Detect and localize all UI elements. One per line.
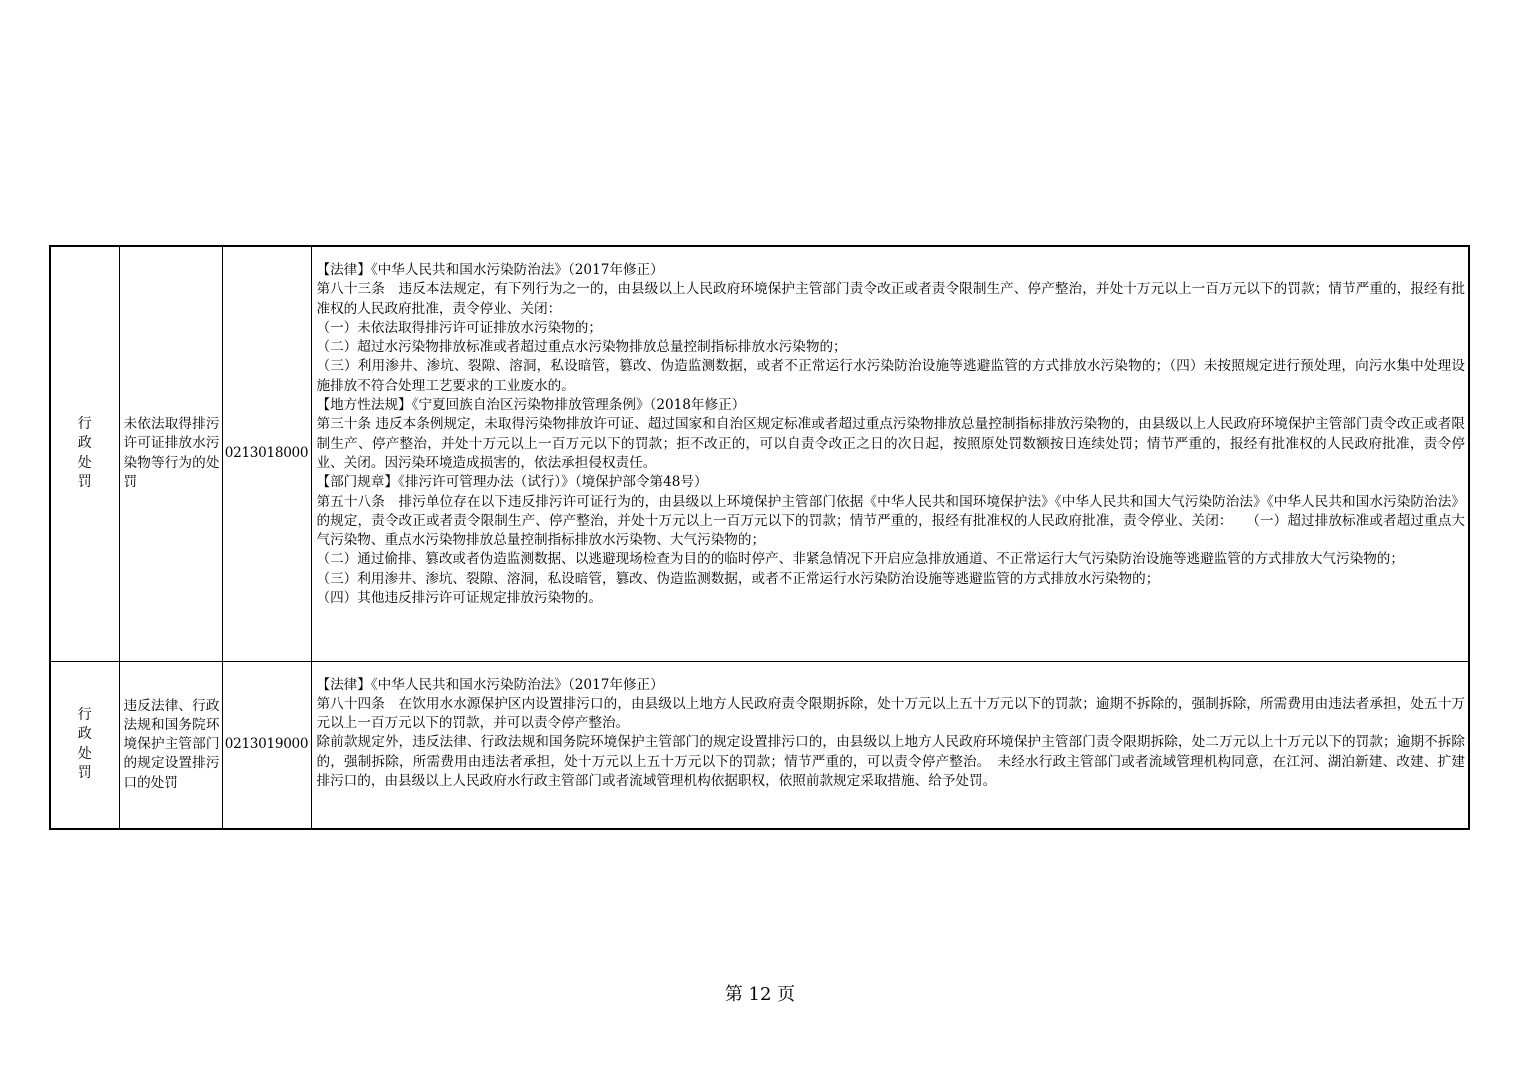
basis-paragraph: 除前款规定外，违反法律、行政法规和国务院环境保护主管部门的规定设置排污口的，由县级以上地方人民政府环境保护主管部门责令限期拆除，处二万元以上十万元以下的罚款；逾期不拆除的，强制拆除，所需费用由违法者承担，处十万元以上五十万元以下的罚款；情节严重的，可以责令停产整治。 未经水行政主管部门或者流域管理机构同意，在江河、湖泊新建、改建、扩建排污口的，由县级以上人民政府水行政主管部门或者流域管理机构依据职权，依照前款规定采取措施、给予处罚。 <box>316 734 1465 789</box>
basis-paragraph: 【法律】《中华人民共和国水污染防治法》（2017年修正） <box>316 262 664 278</box>
basis-paragraph: （二）超过水污染物排放标准或者超过重点水污染物排放总量控制指标排放水污染物的； <box>316 339 847 356</box>
table-row <box>50 246 1469 661</box>
legal-basis-cell <box>311 661 1469 829</box>
basis-paragraph: 第八十三条 违反本法规定，有下列行为之一的，由县级以上人民政府环境保护主管部门责令改正或者责令限制生产、停产整治，并处十万元以上一百万元以下的罚款；情节严重的，报经有批准权的人民政府批准，责令停业、关闭： <box>316 281 1465 317</box>
category-cell <box>50 246 119 661</box>
basis-paragraph: 【地方性法规】《宁夏回族自治区污染物排放管理条例》（2018年修正） <box>316 397 746 414</box>
item-code-cell: 0213018000 <box>222 246 311 661</box>
basis-paragraph: （二）通过偷排、篡改或者伪造监测数据、以逃避现场检查为目的的临时停产、非紧急情况下开启应急排放通道、不正常运行大气污染防治设施等逃避监管的方式排放大气污染物的； <box>316 551 1404 568</box>
category-cell <box>50 661 119 829</box>
basis-paragraph: 第三十条 违反本条例规定，未取得污染物排放许可证、超过国家和自治区规定标准或者超过重点污染物排放总量控制指标排放污染物的，由县级以上人民政府环境保护主管部门责令改正或者限制生产、停产整治，并处十万元以上一百万元以下的罚款；拒不改正的，可以自责令改正之日的次日起，按照原处罚数额按日连续处罚；情节严重的，报经有批准权的人民政府批准，责令停业、关闭。因污染环境造成损害的，依法承担侵权责任。 <box>316 416 1465 471</box>
table-row <box>50 661 1469 829</box>
penalty-table <box>49 245 1470 830</box>
page-number: 第 12 页 <box>724 984 796 1005</box>
basis-paragraph: （三）利用渗井、渗坑、裂隙、溶洞，私设暗管，篡改、伪造监测数据，或者不正常运行水污染防治设施等逃避监管的方式排放水污染物的；（四）未按照规定进行预处理，向污水集中处理设施排放不符合处理工艺要求的工业废水的。 <box>316 358 1465 394</box>
basis-paragraph: （四）其他违反排污许可证规定排放污染物的。 <box>316 590 602 607</box>
basis-paragraph: （一）未依法取得排污许可证排放水污染物的； <box>316 319 602 336</box>
legal-basis-cell <box>311 246 1469 661</box>
basis-paragraph: 【法律】《中华人民共和国水污染防治法》（2017年修正） <box>316 676 664 693</box>
item-name-cell: 违反法律、行政法规和国务院环境保护主管部门的规定设置排污口的处罚 <box>119 661 222 829</box>
basis-paragraph: （三）利用渗井、渗坑、裂隙、溶洞，私设暗管，篡改、伪造监测数据，或者不正常运行水污染防治设施等逃避监管的方式排放水污染物的； <box>316 570 1160 587</box>
item-code-cell: 0213019000 <box>222 661 311 829</box>
basis-paragraph: 第五十八条 排污单位存在以下违反排污许可证行为的，由县级以上环境保护主管部门依据《中华人民共和国环境保护法》《中华人民共和国大气污染防治法》《中华人民共和国水污染防治法》的规定，责令改正或者责令限制生产、停产整治，并处十万元以上一百万元以下的罚款；情节严重的，报经有批准权的人民政府批准，责令停业、关闭： （一）超过排放标准或者超过重点大气污染物、重点水污染物排放总量控制指标排放水污染物、大气污染物的； <box>316 493 1465 549</box>
item-name-cell: 未依法取得排污许可证排放水污染物等行为的处罚 <box>119 246 222 661</box>
basis-paragraph: 【部门规章】《排污许可管理办法（试行）》（境保护部令第48号） <box>316 474 708 491</box>
category-label: 行政处罚 <box>77 706 92 782</box>
category-label: 行政处罚 <box>77 415 92 491</box>
basis-paragraph: 第八十四条 在饮用水水源保护区内设置排污口的，由县级以上地方人民政府责令限期拆除，处十万元以上五十万元以下的罚款；逾期不拆除的，强制拆除，所需费用由违法者承担，处五十万元以上一百万元以下的罚款，并可以责令停产整治。 <box>316 695 1465 732</box>
